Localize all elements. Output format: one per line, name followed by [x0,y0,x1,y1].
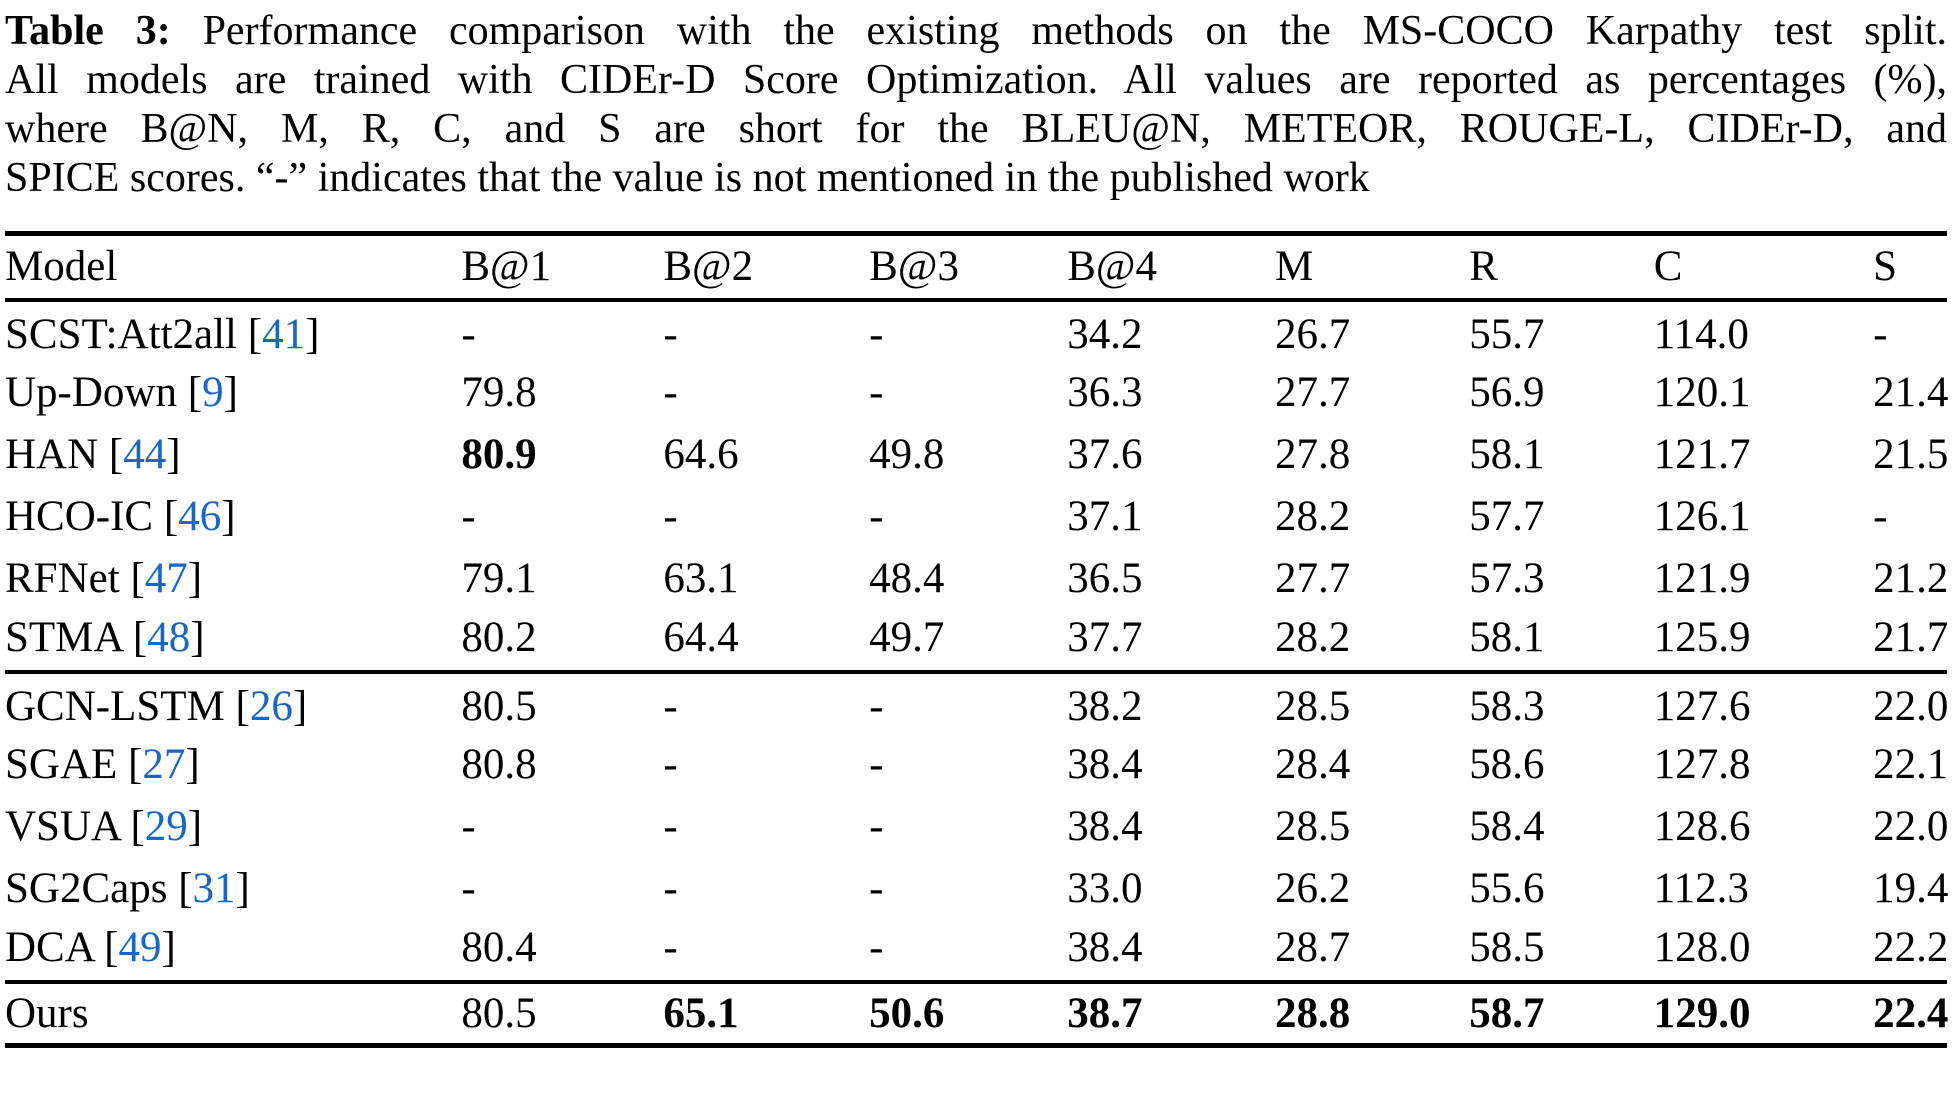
citation-link[interactable]: 31 [192,865,236,912]
value-cell [1469,548,1653,610]
value: 36.3 [1067,369,1143,416]
value-cell [663,672,869,734]
value-cell [1275,424,1469,486]
value: 28.5 [1275,803,1351,850]
value-bold: 28.8 [1275,989,1351,1037]
value: 28.2 [1275,493,1351,540]
value-cell [1275,300,1469,362]
value-cell [1469,300,1653,362]
model-cell: VSUA [29] [5,803,203,850]
value: 121.9 [1653,555,1751,602]
value: - [1873,310,1888,358]
value: 36.5 [1067,555,1143,602]
value-cell [1275,486,1469,548]
table-row [5,486,1947,548]
model-name: HCO-IC [5,493,154,540]
value: - [869,741,884,788]
value-cell [461,982,663,1046]
value: 49.7 [869,613,945,661]
table-caption [5,7,1947,203]
citation-link[interactable]: 29 [144,803,188,850]
value-cell [1469,362,1653,424]
model-name: GCN-LSTM [5,682,225,730]
value-cell [1873,672,1947,734]
value-cell [1873,424,1947,486]
caption-label: Table 3: [5,8,171,54]
value-cell [1275,548,1469,610]
value: 80.8 [461,741,537,788]
value: 120.1 [1653,369,1751,416]
value-cell [869,920,1067,982]
caption-line: where B@N, M, R, C, and S are short for the BLEU@N, METEOR, ROUGE-L, CIDEr-D, and [5,106,1947,152]
value: - [869,923,884,971]
value: 112.3 [1653,865,1749,912]
value-cell [1067,672,1275,734]
value-cell [1873,548,1947,610]
table-row [5,982,1947,1046]
value-cell [1275,858,1469,920]
table-row [5,920,1947,982]
value-cell [1873,610,1947,672]
citation-link[interactable]: 26 [249,682,293,730]
column-header-model: Model [5,243,118,291]
value-bold: 50.6 [869,989,945,1037]
value-cell [869,982,1067,1046]
value-cell [1873,796,1947,858]
value: - [663,741,678,788]
value: - [461,493,476,540]
value-cell [869,486,1067,548]
value: 37.7 [1067,613,1143,661]
model-name: DCA [5,923,94,971]
value-cell [663,982,869,1046]
value: - [663,682,678,730]
value-cell [1654,672,1873,734]
value: 80.5 [461,682,537,730]
value-cell [663,796,869,858]
value: 128.0 [1653,923,1751,971]
value: 55.6 [1469,865,1545,912]
value: 38.2 [1067,682,1143,730]
model-cell: STMA [48] [5,613,205,661]
value: 37.1 [1067,493,1143,540]
column-header-c: C [1653,243,1683,291]
value: 22.0 [1873,682,1949,730]
value-cell [1469,920,1653,982]
value-cell [1469,424,1653,486]
value: 27.7 [1275,555,1351,602]
value-cell [1067,796,1275,858]
value-bold: 38.7 [1067,989,1143,1037]
value-cell [1275,796,1469,858]
value-cell [1654,796,1873,858]
value-cell [1067,300,1275,362]
value-cell [1469,858,1653,920]
value-cell [461,796,663,858]
model-cell: HCO-IC [46] [5,493,236,540]
value-cell [869,362,1067,424]
value: 121.7 [1653,431,1751,478]
value: - [869,682,884,730]
value-cell [1067,734,1275,796]
table-header [5,234,1947,300]
value-cell [461,672,663,734]
value: - [663,310,678,358]
value-cell [663,920,869,982]
value: 125.9 [1653,613,1751,661]
value-cell [461,920,663,982]
value: 19.4 [1873,865,1949,912]
value-cell [1067,610,1275,672]
value: 80.4 [461,923,537,971]
value-cell [1275,610,1469,672]
model-name: Up-Down [5,369,177,416]
value-cell [1275,734,1469,796]
value: 27.7 [1275,369,1351,416]
value-cell [1067,982,1275,1046]
value: 64.6 [663,431,739,478]
value-cell [1275,362,1469,424]
value-cell [1654,734,1873,796]
citation-link[interactable]: 47 [144,555,188,602]
value: 21.5 [1873,431,1949,478]
column-header-m: M [1275,243,1314,291]
value: 58.1 [1469,431,1545,478]
value: 127.6 [1653,682,1751,730]
value-cell [1654,858,1873,920]
value: 58.5 [1469,923,1545,971]
value-bold: 58.7 [1469,989,1545,1037]
value: 114.0 [1653,310,1749,358]
model-cell: Up-Down [9] [5,369,238,416]
table-row [5,796,1947,858]
value-cell [1654,610,1873,672]
value-cell [869,672,1067,734]
value: 64.4 [663,613,739,661]
value-cell [461,300,663,362]
value: 38.4 [1067,923,1143,971]
value-cell [1873,486,1947,548]
value: 21.4 [1873,369,1949,416]
results-table [5,231,1947,1048]
value: 48.4 [869,555,945,602]
citation-link[interactable]: 49 [118,923,162,971]
value-cell [1654,548,1873,610]
value-cell [869,300,1067,362]
value-cell [1275,982,1469,1046]
value-cell [1067,548,1275,610]
value-cell [1654,424,1873,486]
value: 26.2 [1275,865,1351,912]
value-cell [1469,610,1653,672]
table-row [5,548,1947,610]
value: 21.2 [1873,555,1949,602]
table-row [5,424,1947,486]
value-cell [663,858,869,920]
value: - [663,923,678,971]
value: - [869,369,884,416]
column-header-b3: B@3 [869,243,959,291]
value: 58.4 [1469,803,1545,850]
value-bold: 22.4 [1873,989,1949,1037]
value: - [461,803,476,850]
value: 128.6 [1653,803,1751,850]
value: 27.8 [1275,431,1351,478]
value: 80.5 [461,989,537,1037]
value-bold: 80.9 [461,431,537,478]
table-group-3 [5,982,1947,1046]
value: 58.6 [1469,741,1545,788]
value: 79.8 [461,369,537,416]
value-cell [1654,486,1873,548]
column-header-b4: B@4 [1067,243,1158,291]
value-cell [1275,920,1469,982]
value: - [869,493,884,540]
value-cell [663,362,869,424]
value: - [461,865,476,912]
value-cell [663,300,869,362]
value-cell [663,610,869,672]
value-cell [1067,362,1275,424]
value-cell [1654,300,1873,362]
value-cell [1654,982,1873,1046]
value: 38.4 [1067,741,1143,788]
value: 58.3 [1469,682,1545,730]
value-cell [869,610,1067,672]
model-cell [5,982,461,1046]
value-cell [1873,920,1947,982]
value-cell [663,486,869,548]
value: - [869,865,884,912]
value-cell [1067,858,1275,920]
value-cell [1469,672,1653,734]
caption-line [5,7,1947,56]
value-cell [663,424,869,486]
model-name: RFNet [5,555,120,602]
value-cell [663,734,869,796]
value-cell [1469,486,1653,548]
value: 22.2 [1873,923,1949,971]
value: 38.4 [1067,803,1143,850]
citation-link[interactable]: 46 [178,493,222,540]
value: - [663,493,678,540]
value: 33.0 [1067,865,1143,912]
value: - [1873,493,1888,540]
value: - [461,310,476,358]
table-row [5,362,1947,424]
caption-line: All models are trained with CIDEr-D Score Optimization. All values are reported as percentages (%), [5,57,1947,103]
value-cell [869,796,1067,858]
value-cell [869,734,1067,796]
value: 57.3 [1469,555,1545,602]
model-cell: GCN-LSTM [26] [5,682,308,730]
value: 58.1 [1469,613,1545,661]
table-row [5,858,1947,920]
column-header-r: R [1469,243,1498,291]
citation-link[interactable]: 9 [202,369,224,416]
value-cell [1873,300,1947,362]
value-cell [461,362,663,424]
value: - [869,310,884,358]
value-cell [1873,734,1947,796]
value-cell [461,734,663,796]
value: 28.4 [1275,741,1351,788]
value-cell [1873,858,1947,920]
model-name: HAN [5,431,99,478]
value-cell [461,610,663,672]
value-cell [1067,920,1275,982]
value-cell [1067,424,1275,486]
value-cell [1469,734,1653,796]
value: 56.9 [1469,369,1545,416]
citation-link[interactable]: 27 [142,741,186,788]
model-cell: SG2Caps [31] [5,865,250,912]
value: 126.1 [1653,493,1751,540]
model-cell: RFNet [47] [5,555,203,602]
value-cell [663,548,869,610]
header-row [5,234,1947,300]
value: 37.6 [1067,431,1143,478]
model-cell: HAN [44] [5,431,181,478]
value-cell [1275,672,1469,734]
table-row [5,672,1947,734]
value: 49.8 [869,431,945,478]
value: 22.0 [1873,803,1949,850]
value: 22.1 [1873,741,1949,788]
value-cell [869,858,1067,920]
value: - [663,803,678,850]
value: 79.1 [461,555,537,602]
value: 34.2 [1067,310,1143,358]
table-row [5,300,1947,362]
value: 55.7 [1469,310,1545,358]
value: 21.7 [1873,613,1949,661]
model-name: SCST:Att2all [5,310,238,358]
model-name: SG2Caps [5,865,168,912]
value-bold: 129.0 [1653,989,1751,1037]
value-cell [461,548,663,610]
model-cell: SCST:Att2all [41] [5,310,320,358]
value: - [663,865,678,912]
value-cell [1469,982,1653,1046]
value: 26.7 [1275,310,1351,358]
model-cell: DCA [49] [5,923,176,971]
value: 127.8 [1653,741,1751,788]
value-cell [1873,982,1947,1046]
value-cell [1654,362,1873,424]
value: 80.2 [461,613,537,661]
value-cell [461,486,663,548]
value-cell [1654,920,1873,982]
value: 28.5 [1275,682,1351,730]
model-name: Ours [5,989,89,1037]
citation-link[interactable]: 44 [123,431,167,478]
model-name: SGAE [5,741,118,788]
value: 28.2 [1275,613,1351,661]
value-cell [869,424,1067,486]
model-name: VSUA [5,803,120,850]
value-cell [869,548,1067,610]
table-group-1 [5,300,1947,672]
model-name: STMA [5,613,123,661]
table-row [5,610,1947,672]
value: 57.7 [1469,493,1545,540]
value-cell [1067,486,1275,548]
value-bold: 65.1 [663,989,739,1037]
table-row [5,734,1947,796]
caption-text: Performance comparison with the existing methods on the MS-COCO Karpathy test split. [202,8,1947,54]
value-cell [1873,362,1947,424]
table-group-2 [5,672,1947,982]
column-header-b1: B@1 [461,243,552,291]
value: - [869,803,884,850]
value: - [663,369,678,416]
citation-link[interactable]: 48 [147,613,191,661]
citation-link[interactable]: 41 [262,310,306,358]
value-cell [1469,796,1653,858]
column-header-b2: B@2 [663,243,754,291]
caption-line: SPICE scores. “-” indicates that the value is not mentioned in the published work [5,155,1370,201]
model-cell: SGAE [27] [5,741,200,788]
value-cell [461,858,663,920]
value-cell [461,424,663,486]
value: 28.7 [1275,923,1351,971]
column-header-s: S [1873,243,1898,291]
value: 63.1 [663,555,739,602]
